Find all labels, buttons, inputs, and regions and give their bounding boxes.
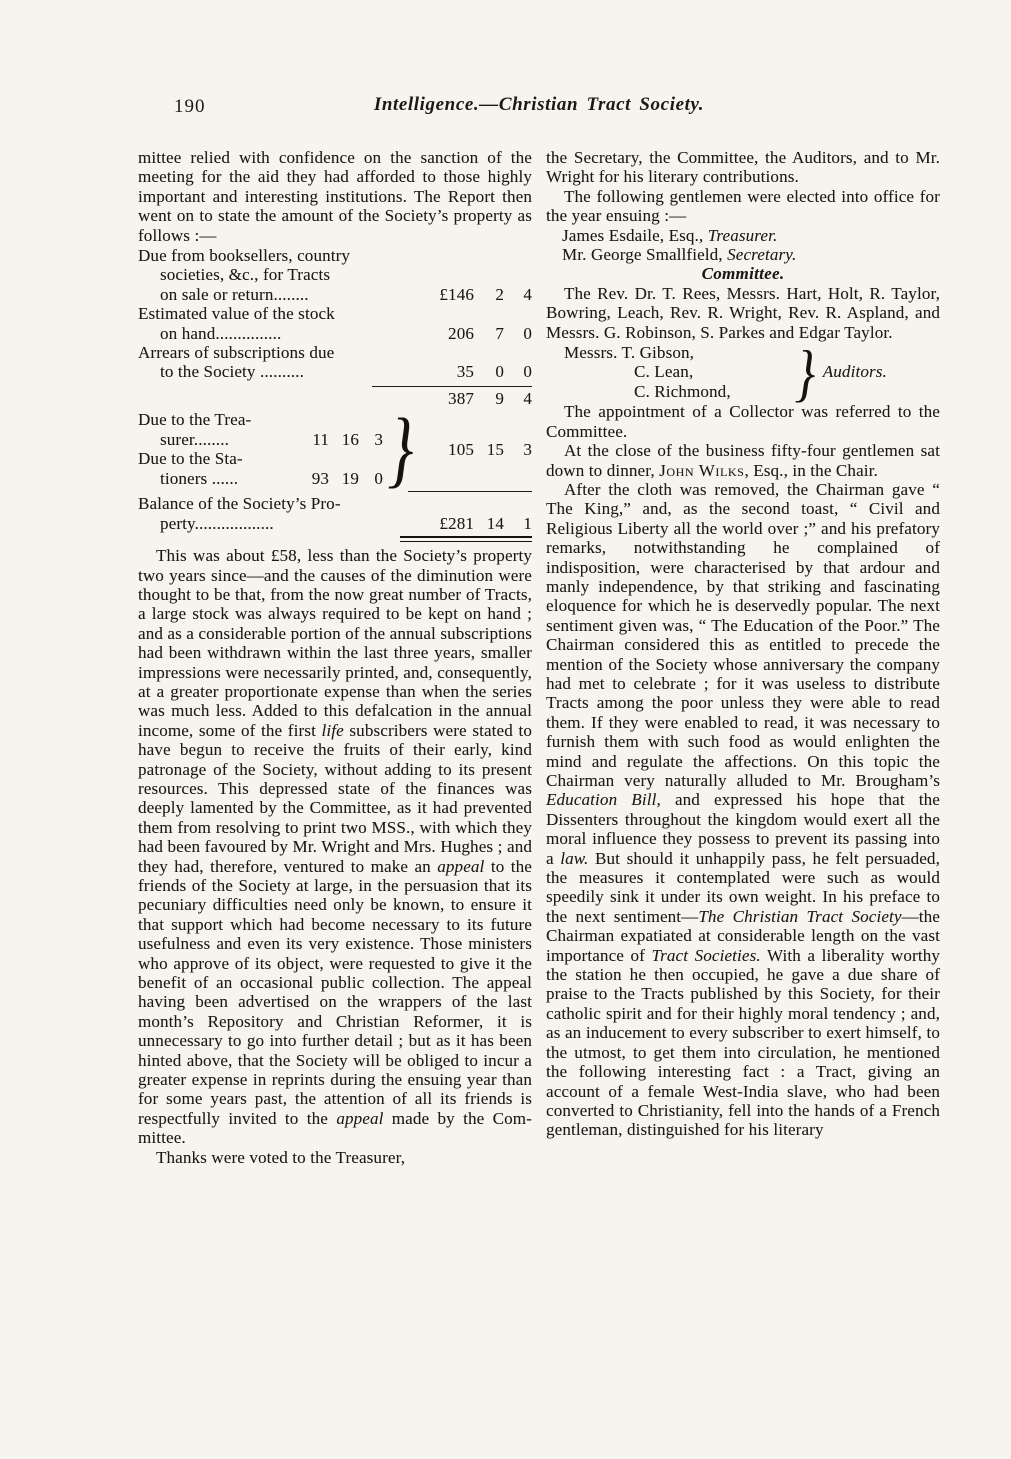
account-desc-line: Balance of the Society’s Pro- [138, 494, 341, 514]
auditors-block [546, 337, 940, 409]
auditor-name: C. Richmond, [634, 381, 731, 401]
officer-line: Mr. George Smallfield, Secretary. [562, 245, 797, 265]
brace-group [138, 400, 532, 497]
running-title: Intelligence.—Christian Tract Society. [373, 94, 705, 115]
amount-pence: 4 [523, 388, 532, 408]
sum-brace-glyph: } [387, 400, 414, 497]
amount-pence: 0 [374, 468, 383, 488]
left-column [138, 148, 532, 1167]
account-desc-line: on sale or return........ [160, 284, 309, 304]
paragraph: The Rev. Dr. T. Rees, Messrs. Hart, Holt, R. Taylor, Bowring, Leach, Rev. R. Wright, Rev. R. Aspland, and Messrs. G. Robinson, S. Parkes and Edgar Taylor. [546, 283, 940, 342]
officer-line: James Esdaile, Esq., Treasurer. [562, 225, 778, 245]
account-row [138, 304, 532, 343]
account-desc-line: Due from booksellers, country [138, 246, 351, 266]
account-desc-line: on hand............... [160, 323, 282, 343]
account-desc-line: to the Society .......... [160, 362, 304, 382]
account-desc-line: Due to the Sta- [138, 449, 243, 469]
account-row [138, 246, 532, 304]
amount-pounds: 105 [448, 439, 474, 459]
auditors-brace-glyph: } [794, 337, 816, 409]
committee-heading: Committee. [701, 264, 785, 284]
paragraph: At the close of the business fifty-four gentlemen sat down to dinner, John Wilks, Esq., in the Chair. [546, 441, 940, 480]
amount-pounds: £281 [439, 513, 474, 533]
page-number: 190 [174, 96, 206, 117]
account-entries [138, 246, 532, 382]
brace-total-row [418, 440, 532, 459]
auditors-label: Auditors. [822, 362, 887, 382]
amount-pounds: 11 [312, 429, 329, 449]
page-header [138, 94, 940, 124]
paragraph: Thanks were voted to the Treasurer, [156, 1147, 406, 1167]
amount-shillings: 0 [495, 362, 504, 382]
amount-pence: 0 [523, 362, 532, 382]
account-row [138, 343, 532, 382]
text-columns [138, 148, 940, 1167]
paragraph: mittee relied with confidence on the sanction of the meeting for the aid they had afforded to those highly important and interesting institutions. The Report then went on to state the amount of the Society’s property as follows :— [138, 148, 532, 245]
paragraph: After the cloth was removed, the Chairman gave “ The King,” and, as the second toast, “ Civil and Religious Liberty all the world over ;” and his prefatory remarks, notwithstanding he complained of indisposition, were characterised by that ardour and manly independence, by that striking and fascinating eloquence for which he is deservedly popular. The next sentiment given was, “ The Education of the Poor.” The Chairman considered this as entitled to precede the mention of the Society whose anniversary the company had met to celebrate ; for it was useless to distribute Tracts among the poor unless they were able to read them. If they were enabled to read, it was necessary to furnish them with such food as would enlighten the mind and regulate the affections. On this topic the Chairman very naturally alluded to Mr. Brougham’s Education Bill, and expressed his hope that the Dissenters throughout the kingdom would exert all the moral influence they possess to prevent its passing into a law. But should it unhappily pass, he felt persuaded, the measures it contemplated were such as would speedily sink it under its own weight. In his preface to the next sentiment—The Christian Tract Society—the Chairman expatiated at considerable length on the vast importance of Tract Societies. With a liberality worthy the station he then occupied, he gave a due share of praise to the Tracts published by this Society, for their catholic spirit and for their highly moral tendency ; and, as an inducement to every subscriber to exert himself, to the utmost, to get them into circulation, he mentioned the following interesting fact : a Tract, giving an account of a female West-India slave, who had been converted to Christianity, fell into the hands of a French gentleman, distinguished for his literary [546, 479, 940, 1140]
paragraph: This was about £58, less than the Society’s property two years since—and the causes of the diminution were thought to be that, from the now great number of Tracts, a large stock was always required to be kept on hand ; and as a considerable portion of the annual subscriptions had been withdrawn within the last three years, smaller impressions were necessarily printed, and, consequently, at a greater proportionate expense than when the series was much less. Added to this defalcation in the annual income, some of the first life subscribers were stated to have begun to receive the fruits of their early, kind patronage of the Society, without adding to its present resources. This depressed state of the finances was deeply lamented by the Committee, as it had prevented them from resolving to print two MSS., with which they had been favoured by Mr. Wright and Mrs. Hughes ; and they had, therefore, ventured to make an appeal to the friends of the Society at large, in the persuasion that its pecuniary difficulties need only be known, to ensure it that support which had become necessary to its future usefulness and even its very existence. Those ministers who approve of its object, were requested to give it the benefit of an occasional public collection. The appeal having been advertised on the wrappers of the last month’s Repository and Christian Reformer, it is unnecessary to go into further detail ; but as it has been hinted above, that the Society will be obliged to incur a greater expense in reprints during the ensuing year than for some years past, the attention of all its friends is respectfully invited to the appeal made by the Com-mittee. [138, 546, 532, 1148]
auditor-name: Messrs. T. Gibson, [564, 343, 695, 363]
amount-pence: 3 [523, 439, 532, 459]
account-desc-line: tioners ...... [160, 468, 239, 488]
amount-shillings: 16 [341, 429, 359, 449]
amount-shillings: 7 [495, 323, 504, 343]
amount-shillings: 2 [495, 284, 504, 304]
account-row [138, 410, 383, 449]
brace-entries [138, 410, 383, 488]
amount-pence: 4 [523, 284, 532, 304]
amount-shillings: 15 [486, 439, 504, 459]
amount-pounds: 35 [456, 362, 474, 382]
auditor-name: C. Lean, [634, 362, 694, 382]
paragraph: the Secretary, the Committee, the Auditors, and to Mr. Wright for his literary contributions. [546, 148, 940, 187]
amount-pounds: 93 [311, 468, 329, 488]
subtotal-rule [372, 386, 532, 387]
account-desc-line: Arrears of subscriptions due [138, 343, 335, 363]
subtotal-row [138, 389, 532, 408]
account-desc-line: Due to the Trea- [138, 410, 252, 430]
account-desc-line: surer........ [160, 429, 229, 449]
account-desc-line: Estimated value of the stock [138, 304, 335, 324]
amount-pence: 3 [374, 429, 383, 449]
balance-row [138, 494, 532, 533]
closing-double-rule [400, 536, 532, 542]
amount-pence: 1 [523, 513, 532, 533]
paragraph: The appointment of a Collector was referred to the Committee. [546, 402, 940, 441]
amount-pence: 0 [523, 323, 532, 343]
page-sheet [138, 94, 940, 1167]
amount-pounds: 206 [448, 323, 474, 343]
amount-shillings: 19 [341, 468, 359, 488]
amount-shillings: 14 [486, 513, 504, 533]
paragraph: The following gentlemen were elected into office for the year ensuing :— [546, 186, 940, 226]
balance-rule [408, 491, 532, 492]
amount-pounds: 387 [448, 388, 474, 408]
account-desc-line: perty.................. [160, 513, 274, 533]
amount-pounds: £146 [439, 284, 474, 304]
amount-shillings: 9 [495, 388, 504, 408]
right-column [546, 148, 940, 1167]
account-row [138, 449, 383, 488]
account-table [138, 246, 532, 542]
account-desc-line: societies, &c., for Tracts [160, 265, 331, 285]
